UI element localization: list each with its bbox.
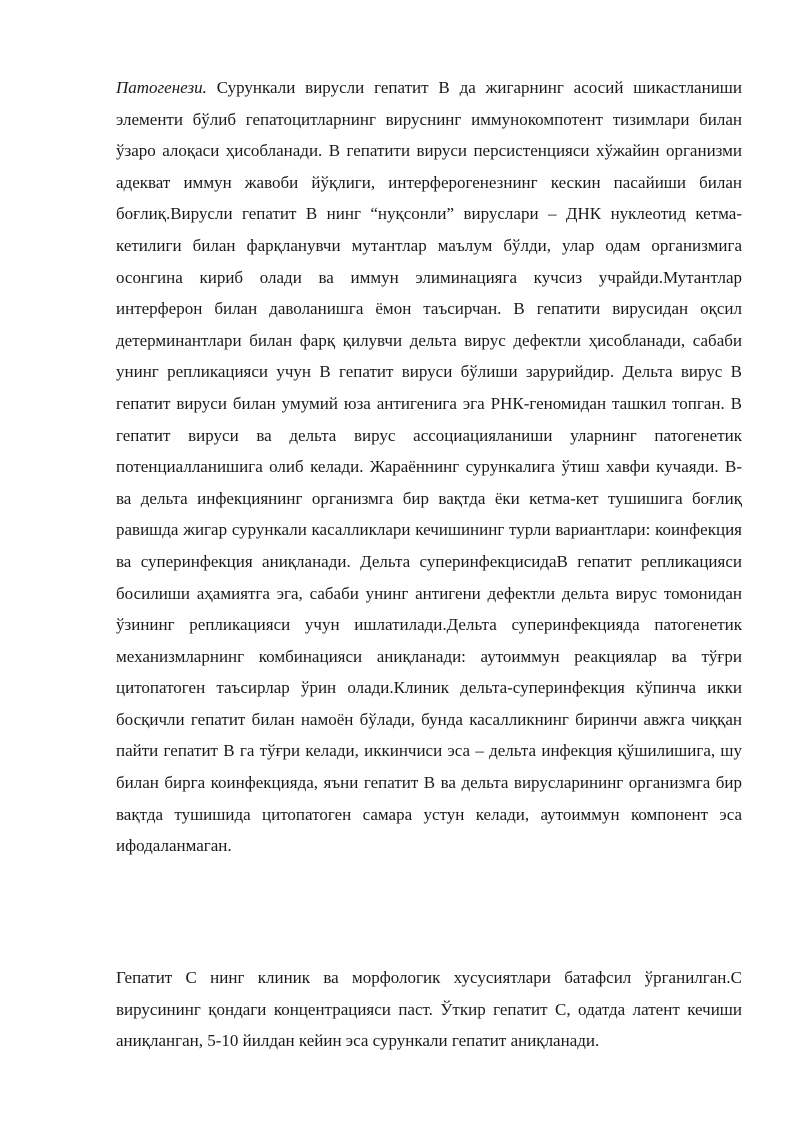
paragraph-body: Сурункали вирусли гепатит В да жигарнинг асосий шикастланиши элементи бўлиб гепатоцитларнинг вируснинг иммунокомпотент тизимлари билан ўзаро алоқаси ҳисобланади. В гепатити вируси персистенцияси хўжайин организми адекват иммун жавоби йўқлиги, интерферогенезнинг кескин пасайиши билан боғлиқ.Вирусли гепатит В нинг “нуқсонли” вируслари – ДНК нуклеотид кетма-кетилиги билан фарқланувчи мутантлар маълум бўлди, улар одам организмига осонгина кириб олади ва иммун элиминацияга кучсиз учрайди.Мутантлар интерферон билан даволанишга ёмон таъсирчан. В гепатити вирусидан оқсил детерминантлари билан фарқ қилувчи дельта вирус дефектли ҳисобланади, сабаби унинг репликацияси учун В гепатит вируси бўлиши зарурийдир. Дельта вирус В гепатит вируси билан умумий юза антигенига эга РНК-геномидан ташкил топган. В гепатит вируси ва дельта вирус ассоциацияланиши уларнинг патогенетик потенциалланишига олиб келади. Жараённинг сурункалига ўтиш хавфи кучаяди. В- ва дельта инфекциянинг организмга бир вақтда ёки кетма-кет тушишига боғлиқ равишда жигар сурункали касалликлари кечишининг турли вариантлари: коинфекция ва суперинфекция аниқланади. Дельта суперинфекцисидаВ гепатит репликацияси босилиши аҳамиятга эга, сабаби унинг антигени дефектли дельта вирус томонидан ўзининг репликацияси учун ишлатилади.Дельта суперинфекцияда патогенетик механизмларнинг комбинацияси аниқланади: аутоиммун реакциялар ва тўғри цитопатоген таъсирлар ўрин олади.Клиник дельта-суперинфекция кўпинча икки босқичли гепатит билан намоён бўлади, бунда касалликнинг биринчи авжга чиққан пайти гепатит В га тўғри келади, иккинчиси эса – дельта инфекция қўшилишига, шу билан бирга коинфекцияда, яъни гепатит В ва дельта вирусларининг организмга бир вақтда тушишида цитопатоген самара устун келади, аутоиммун компонент эса ифодаланмаган.: [116, 78, 742, 856]
section-lead-term: Патогенези.: [116, 78, 207, 97]
paragraph-body: Гепатит С нинг клиник ва морфологик хусусиятлари батафсил ўрганилган.С вирусининг қондаги концентрацияси паст. Ўткир гепатит С, одатда латент кечиши аниқланган, 5-10 йилдан кейин эса сурункали гепатит аниқланади.: [116, 968, 742, 1051]
paragraph-hepatitis-c: [116, 962, 742, 1057]
paragraph-pathogenesis: [116, 72, 742, 862]
